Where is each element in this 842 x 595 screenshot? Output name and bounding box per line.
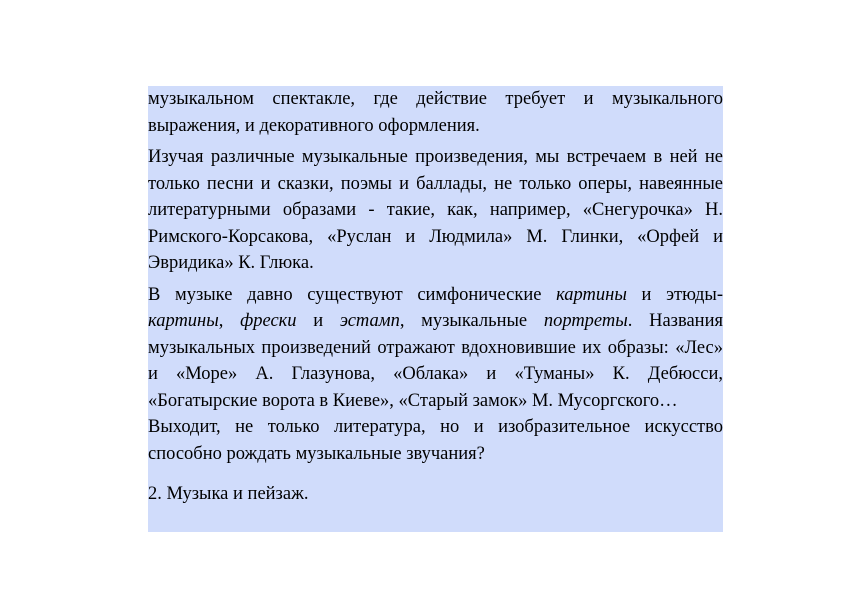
paragraph-3-text-3: , <box>218 311 241 331</box>
paragraph-3-text-4: и <box>296 311 340 331</box>
paragraph-3-text-1: В музыке давно существуют симфонические <box>148 284 557 305</box>
section-heading: 2. Музыка и пейзаж. <box>148 484 309 504</box>
paragraph-3-text-5: , музыкальные <box>399 311 544 331</box>
paragraph-3-italic-2: картины <box>148 311 219 331</box>
paragraph-3-italic-4: эстамп <box>339 311 400 331</box>
text-block <box>148 86 723 532</box>
paragraph-2: Изучая различные музыкальные произведения, мы встречаем в ней не только песни и сказки, поэмы и баллады, не только оперы, навеянные литературными образами - такие, как, например, «Снегурочка» Н. Римского-Корсакова, «Руслан и Людмила» М. Глинки, «Орфей и Эвридика» К. Глюка. <box>148 147 723 273</box>
paragraph-3-italic-1: картины <box>556 284 627 305</box>
paragraph-3-text-6: . Названия музыкальных произведений отражают вдохновившие их образы: «Лес» и «Море» А. Глазунова, «Облака» и «Туманы» К. Дебюсси, «Богатырские ворота в Киеве», «Старый замок» М. Мусоргского… <box>148 311 723 411</box>
paragraph-3-text-2: и этюды- <box>626 284 723 305</box>
paragraph-3-italic-3: фрески <box>240 311 297 331</box>
paragraph-1: музыкальном спектакле, где действие требует и музыкального выражения, и декоративного оформления. <box>148 89 723 136</box>
paragraph-3-italic-5: портреты <box>543 311 628 331</box>
paragraph-3 <box>148 282 723 415</box>
paragraph-4: Выходит, не только литература, но и изобразительное искусство способно рождать музыкальные звучания? <box>148 417 723 464</box>
